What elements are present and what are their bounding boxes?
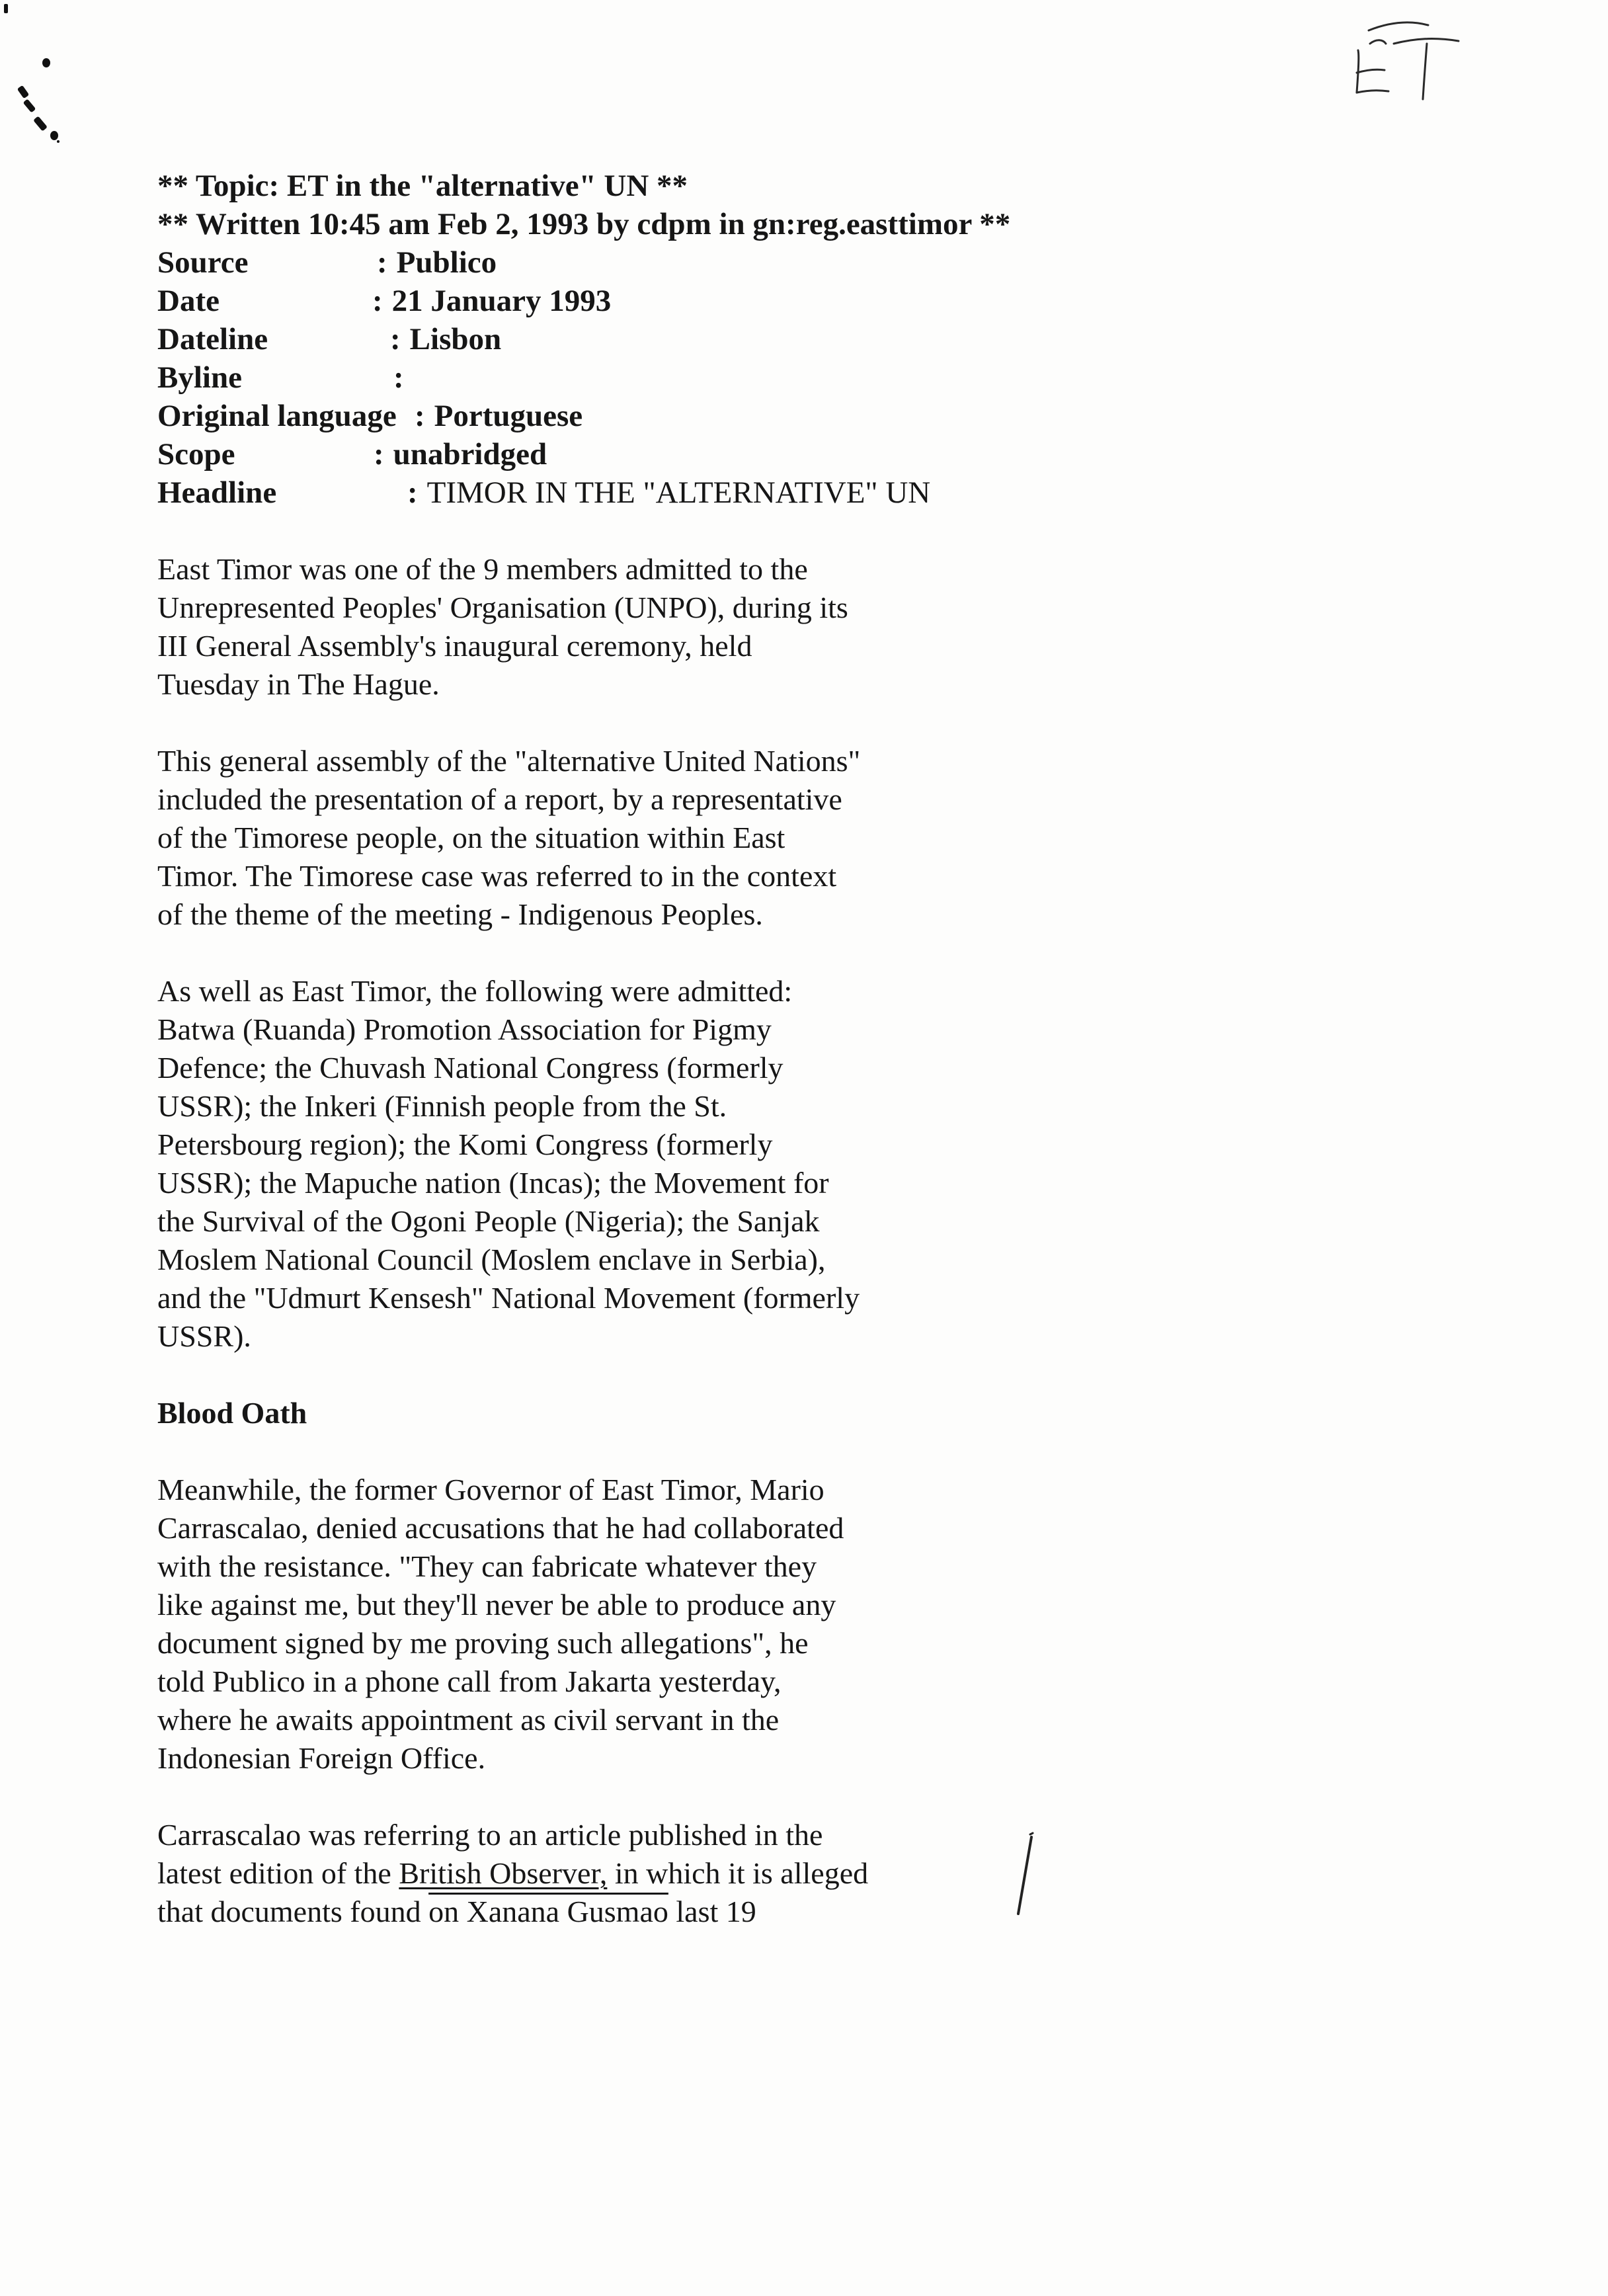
spacer — [157, 1432, 1414, 1471]
meta-dateline — [157, 320, 1414, 358]
meta-label: Date — [157, 284, 220, 318]
text-line: Unrepresented Peoples' Organisation (UNPO), during its — [157, 591, 848, 624]
meta-scope — [157, 435, 1414, 473]
text-line: of the theme of the meeting - Indigenous Peoples. — [157, 897, 763, 931]
spacer — [157, 1778, 1414, 1816]
text-line: with the resistance. "They can fabricate whatever they — [157, 1549, 817, 1583]
scan-speck — [50, 131, 58, 140]
text-line: and the "Udmurt Kensesh" National Movement (formerly — [157, 1281, 860, 1315]
meta-headline — [157, 473, 1414, 512]
text-run: in which it is alleged — [607, 1856, 869, 1890]
scan-speck — [33, 116, 48, 131]
text-line: like against me, but they'll never be able to produce any — [157, 1588, 836, 1621]
text-run: that documents found — [157, 1895, 429, 1928]
scan-speck — [42, 58, 50, 67]
paragraph-2 — [157, 742, 1414, 934]
meta-separator: : — [372, 284, 383, 318]
meta-separator: : — [390, 322, 401, 356]
meta-separator: : — [377, 245, 387, 280]
paragraph-3 — [157, 972, 1414, 1356]
spacer — [157, 512, 1414, 550]
meta-separator: : — [407, 475, 418, 510]
underlined-text: British Observer, — [399, 1856, 608, 1890]
text-line: Indonesian Foreign Office. — [157, 1741, 486, 1775]
text-line: USSR); the Inkeri (Finnish people from the St. — [157, 1089, 727, 1123]
topic-line: ** Topic: ET in the "alternative" UN ** — [157, 169, 688, 203]
text-line: document signed by me proving such allegations", he — [157, 1626, 809, 1660]
meta-value: Lisbon — [409, 322, 502, 356]
text-line: This general assembly of the "alternative United Nations" — [157, 744, 861, 778]
meta-date — [157, 282, 1414, 320]
text-line: III General Assembly's inaugural ceremony, held — [157, 629, 752, 663]
text-line: USSR); the Mapuche nation (Incas); the Movement for — [157, 1166, 829, 1200]
text-line: Batwa (Ruanda) Promotion Association for Pigmy — [157, 1012, 772, 1046]
paragraph-1 — [157, 550, 1414, 704]
meta-value: Portuguese — [434, 399, 583, 433]
meta-separator: : — [393, 360, 404, 395]
text-line — [157, 1893, 1414, 1931]
meta-original-language — [157, 397, 1414, 435]
text-line: Timor. The Timorese case was referred to in the context — [157, 859, 837, 893]
meta-separator: : — [415, 399, 425, 433]
text-line: Defence; the Chuvash National Congress (formerly — [157, 1051, 784, 1085]
written-line: ** Written 10:45 am Feb 2, 1993 by cdpm in gn:reg.easttimor ** — [157, 207, 1011, 241]
spacer — [157, 704, 1414, 742]
text-line: the Survival of the Ogoni People (Nigeria); the Sanjak — [157, 1204, 820, 1238]
scan-speck — [23, 99, 36, 112]
scan-speck — [57, 140, 60, 143]
text-line: of the Timorese people, on the situation within East — [157, 821, 785, 854]
text-line: Petersbourg region); the Komi Congress (formerly — [157, 1128, 773, 1161]
section-heading: Blood Oath — [157, 1396, 307, 1430]
headline-text: TIMOR IN THE "ALTERNATIVE" UN — [426, 475, 931, 510]
text-line: Carrascalao was referring to an article published in the — [157, 1818, 823, 1852]
document-body — [157, 167, 1414, 1931]
spacer — [157, 934, 1414, 972]
text-line: As well as East Timor, the following were admitted: — [157, 974, 793, 1008]
text-line: Tuesday in The Hague. — [157, 667, 440, 701]
spacer — [157, 1356, 1414, 1394]
text-line: USSR). — [157, 1319, 251, 1353]
text-line: East Timor was one of the 9 members admitted to the — [157, 552, 808, 586]
scan-speck — [17, 85, 30, 99]
paragraph-5 — [157, 1816, 1414, 1931]
paragraph-4 — [157, 1471, 1414, 1778]
text-line: told Publico in a phone call from Jakarta yesterday, — [157, 1664, 782, 1698]
meta-source — [157, 243, 1414, 282]
text-line: included the presentation of a report, by a representative — [157, 782, 842, 816]
text-line — [157, 1854, 1414, 1893]
text-line: Meanwhile, the former Governor of East Timor, Mario — [157, 1473, 824, 1506]
scan-speck — [4, 4, 8, 13]
meta-label: Dateline — [157, 322, 268, 356]
meta-label: Scope — [157, 437, 235, 472]
overstruck-text: on Xanana Gusmao — [428, 1895, 668, 1928]
meta-value: Publico — [396, 245, 497, 280]
meta-value: unabridged — [393, 437, 547, 472]
text-line: where he awaits appointment as civil servant in the — [157, 1703, 780, 1737]
meta-value: 21 January 1993 — [391, 284, 612, 318]
text-line: Moslem National Council (Moslem enclave in Serbia), — [157, 1243, 826, 1276]
meta-label: Source — [157, 245, 249, 280]
text-run: last 19 — [668, 1895, 756, 1928]
text-run: latest edition of the — [157, 1856, 399, 1890]
meta-label: Byline — [157, 360, 242, 395]
meta-label: Headline — [157, 475, 277, 510]
meta-separator: : — [374, 437, 384, 472]
meta-byline — [157, 358, 1414, 397]
handwritten-note-ET — [1329, 13, 1468, 106]
text-line: Carrascalao, denied accusations that he had collaborated — [157, 1511, 844, 1545]
meta-label: Original language — [157, 399, 397, 433]
